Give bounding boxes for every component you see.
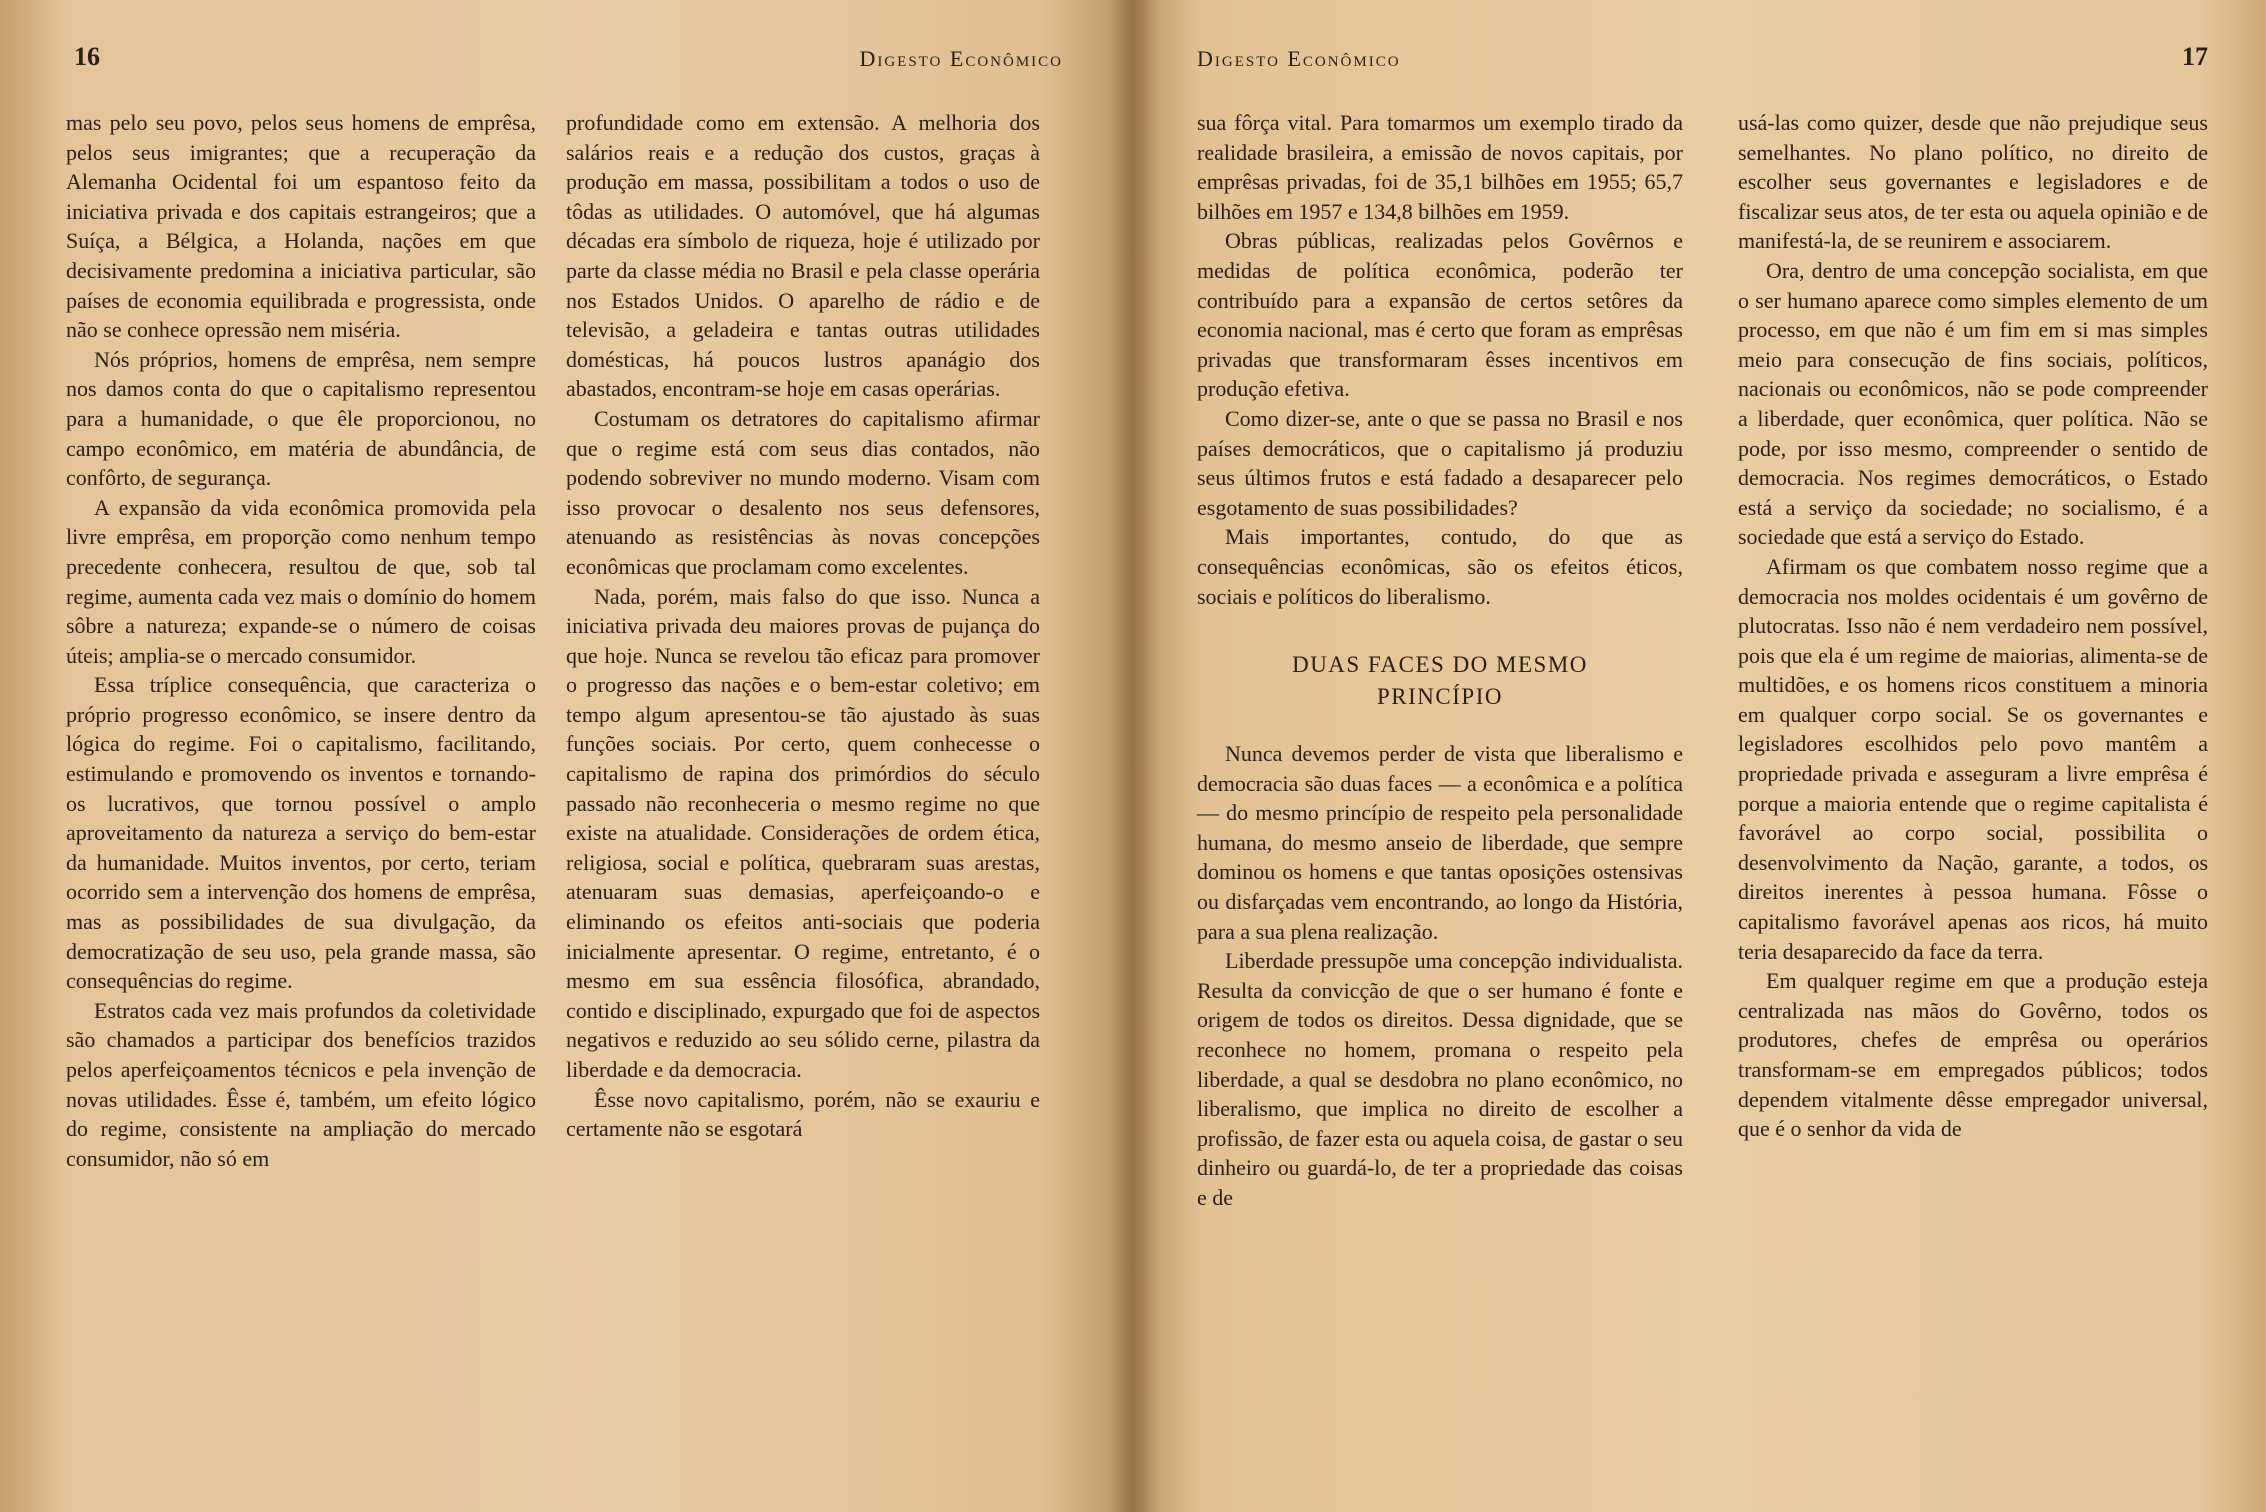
page-number: 16 (74, 42, 100, 71)
running-head: Digesto Econômico (859, 46, 1063, 71)
paragraph: Essa tríplice consequência, que caracteriza o próprio progresso econômico, se insere dentro da lógica do regime. Foi o capitalismo, facilitando, estimulando e promovendo os inventos e tornando-os lucrativos, que tornou possível o amplo aproveitamento da natureza a serviço do bem-estar da humanidade. Muitos inventos, por certo, teriam ocorrido sem a intervenção dos homens de emprêsa, mas as possibilidades de sua divulgação, da democratização de seu uso, pela grande massa, são consequências do regime. (66, 672, 536, 994)
right-column-1 (1197, 108, 1683, 1213)
paragraph: Em qualquer regime em que a produção esteja centralizada nas mãos do Govêrno, todos os produtores, chefes de emprêsa ou operários transformam-se em empregados públicos; todos dependem vitalmente dêsse empregador universal, que é o senhor da vida de (1738, 968, 2208, 1142)
paragraph: Êsse novo capitalismo, porém, não se exauriu e certamente não se esgotará (566, 1086, 1040, 1142)
paragraph: sua fôrça vital. Para tomarmos um exemplo tirado da realidade brasileira, a emissão de novos capitais, por emprêsas privadas, foi de 35,1 bilhões em 1955; 65,7 bilhões em 1957 e 134,8 bilhões em 1959. (1197, 110, 1683, 224)
paragraph: Como dizer-se, ante o que se passa no Brasil e nos países democráticos, que o capitalismo já produziu seus últimos frutos e está fadado a desaparecer pelo esgotamento de suas possibilidades? (1197, 405, 1683, 520)
paragraph: Nada, porém, mais falso do que isso. Nunca a iniciativa privada deu maiores provas de pujança do que hoje. Nunca se revelou tão eficaz para promover o progresso das nações e o bem-estar coletivo; em tempo algum apresentou-se tão ajustado às suas funções sociais. Por certo, quem conhecesse o capitalismo de rapina dos primórdios do século passado não reconheceria o mesmo regime no que existe na atualidade. Considerações de ordem ética, religiosa, social e política, quebraram suas arestas, atenuaram suas demasias, aperfeiçoando-o e eliminando os efeitos anti-sociais que poderia inicialmente apresentar. O regime, entretanto, é o mesmo em sua essência filosófica, abrandado, contido e disciplinado, expurgado que foi de aspectos negativos e reduzido ao seu sólido cerne, pilastra da liberdade e da democracia. (566, 583, 1040, 1082)
paragraph: Nunca devemos perder de vista que liberalismo e democracia são duas faces — a econômica e a política — do mesmo princípio de respeito pela personalidade humana, do mesmo anseio de liberdade, que sempre dominou os homens e que tantas oposições ostensivas ou disfarçadas vem encontrando, ao longo da História, para a sua plena realização. (1197, 741, 1683, 944)
paragraph: mas pelo seu povo, pelos seus homens de emprêsa, pelos seus imigrantes; que a recuperação da Alemanha Ocidental foi um espantoso feito da iniciativa privada e dos capitais estrangeiros; que a Suíça, a Bélgica, a Holanda, nações em que decisivamente predomina a iniciativa particular, são países de economia equilibrada e progressista, onde não se conhece opressão nem miséria. (66, 110, 536, 343)
paragraph: usá-las como quizer, desde que não prejudique seus semelhantes. No plano político, no direito de escolher seus governantes e legisladores e de fiscalizar seus atos, de ter esta ou aquela opinião e de manifestá-la, de se reunirem e associarem. (1738, 110, 2208, 254)
paragraph: Mais importantes, contudo, do que as consequências econômicas, são os efeitos éticos, sociais e políticos do liberalismo. (1197, 524, 1683, 609)
section-heading-line: DUAS FACES DO MESMO (1292, 652, 1588, 678)
gutter-shadow (1107, 0, 1133, 1512)
gutter-shadow (1133, 0, 1159, 1512)
paragraph: Afirmam os que combatem nosso regime que a democracia nos moldes ocidentais é um govêrno de plutocratas. Isso não é nem verdadeiro nem possível, pois que ela é um regime de maiorias, alimenta-se de multidões, e os homens ricos constituem a minoria em qualquer corpo social. Se os governantes e legisladores escolhidos pelo povo mantêm a propriedade privada e asseguram a livre emprêsa é porque a maioria entende que o regime capitalista é favorável ao corpo social, possibilita o desenvolvimento da Nação, garante, a todos, os direitos inerentes à pessoa humana. Fôsse o capitalismo favorável apenas aos ricos, há muito teria desaparecido da face da terra. (1738, 553, 2208, 964)
left-column-2 (566, 108, 1040, 1144)
paragraph: Costumam os detratores do capitalismo afirmar que o regime está com seus dias contados, não podendo sobreviver no mundo moderno. Visam com isso provocar o desalento nos seus defensores, atenuando as resistências às novas concepções econômicas que proclamam como excelentes. (566, 405, 1040, 579)
paragraph: Obras públicas, realizadas pelos Govêrnos e medidas de política econômica, poderão ter contribuído para a expansão de certos setôres da economia nacional, mas é certo que foram as emprêsas privadas que transformaram êsses incentivos em produção efetiva. (1197, 228, 1683, 402)
page-number: 17 (2182, 42, 2208, 71)
paragraph: Liberdade pressupõe uma concepção individualista. Resulta da convicção de que o ser humano é fonte e origem de todos os direitos. Dessa dignidade, que se reconhece no homem, promana o respeito pela liberdade, a qual se desdobra no plano econômico, no liberalismo, que implica no direito de escolher a profissão, de fazer esta ou aquela coisa, de gastar o seu dinheiro ou guardá-lo, de ter a propriedade das coisas e de (1197, 948, 1683, 1210)
paragraph: A expansão da vida econômica promovida pela livre emprêsa, em proporção como nenhum tempo precedente conhecera, resultou de que, sob tal regime, aumenta cada vez mais o domínio do homem sôbre a natureza; expande-se o número de coisas úteis; amplia-se o mercado consumidor. (66, 494, 536, 668)
paragraph: Nós próprios, homens de emprêsa, nem sempre nos damos conta do que o capitalismo representou para a humanidade, o que êle proporcionou, no campo econômico, em matéria de abundância, de confôrto, de segurança. (66, 346, 536, 491)
paragraph: Estratos cada vez mais profundos da coletividade são chamados a participar dos benefícios trazidos pelos aperfeiçoamentos técnicos e pela invenção de novas utilidades. Êsse é, também, um efeito lógico do regime, consistente na ampliação do mercado consumidor, não só em (66, 997, 536, 1171)
left-column-1 (66, 108, 536, 1173)
running-head: Digesto Econômico (1197, 46, 1401, 71)
section-heading (1197, 649, 1683, 713)
right-page (1133, 0, 2266, 1512)
right-column-2 (1738, 108, 2208, 1144)
paragraph: Ora, dentro de uma concepção socialista, em que o ser humano aparece como simples elemento de um processo, em que não é um fim em si mas simples meio para consecução de fins sociais, políticos, nacionais ou econômicos, não se pode compreender a liberdade, quer econômica, quer política. Não se pode, por isso mesmo, compreender o sentido de democracia. Nos regimes democráticos, o Estado está a serviço da sociedade; no socialismo, é a sociedade que está a serviço do Estado. (1738, 257, 2208, 550)
paragraph: profundidade como em extensão. A melhoria dos salários reais e a redução dos custos, graças à produção em massa, possibilitam a todos o uso de tôdas as utilidades. O automóvel, que há algumas décadas era símbolo de riqueza, hoje é utilizado por parte da classe média no Brasil e pela classe operária nos Estados Unidos. O aparelho de rádio e de televisão, a geladeira e tantas outras utilidades domésticas, há poucos lustros apanágio dos abastados, encontram-se hoje em casas operárias. (566, 110, 1040, 402)
section-heading-line: PRINCÍPIO (1377, 684, 1503, 710)
